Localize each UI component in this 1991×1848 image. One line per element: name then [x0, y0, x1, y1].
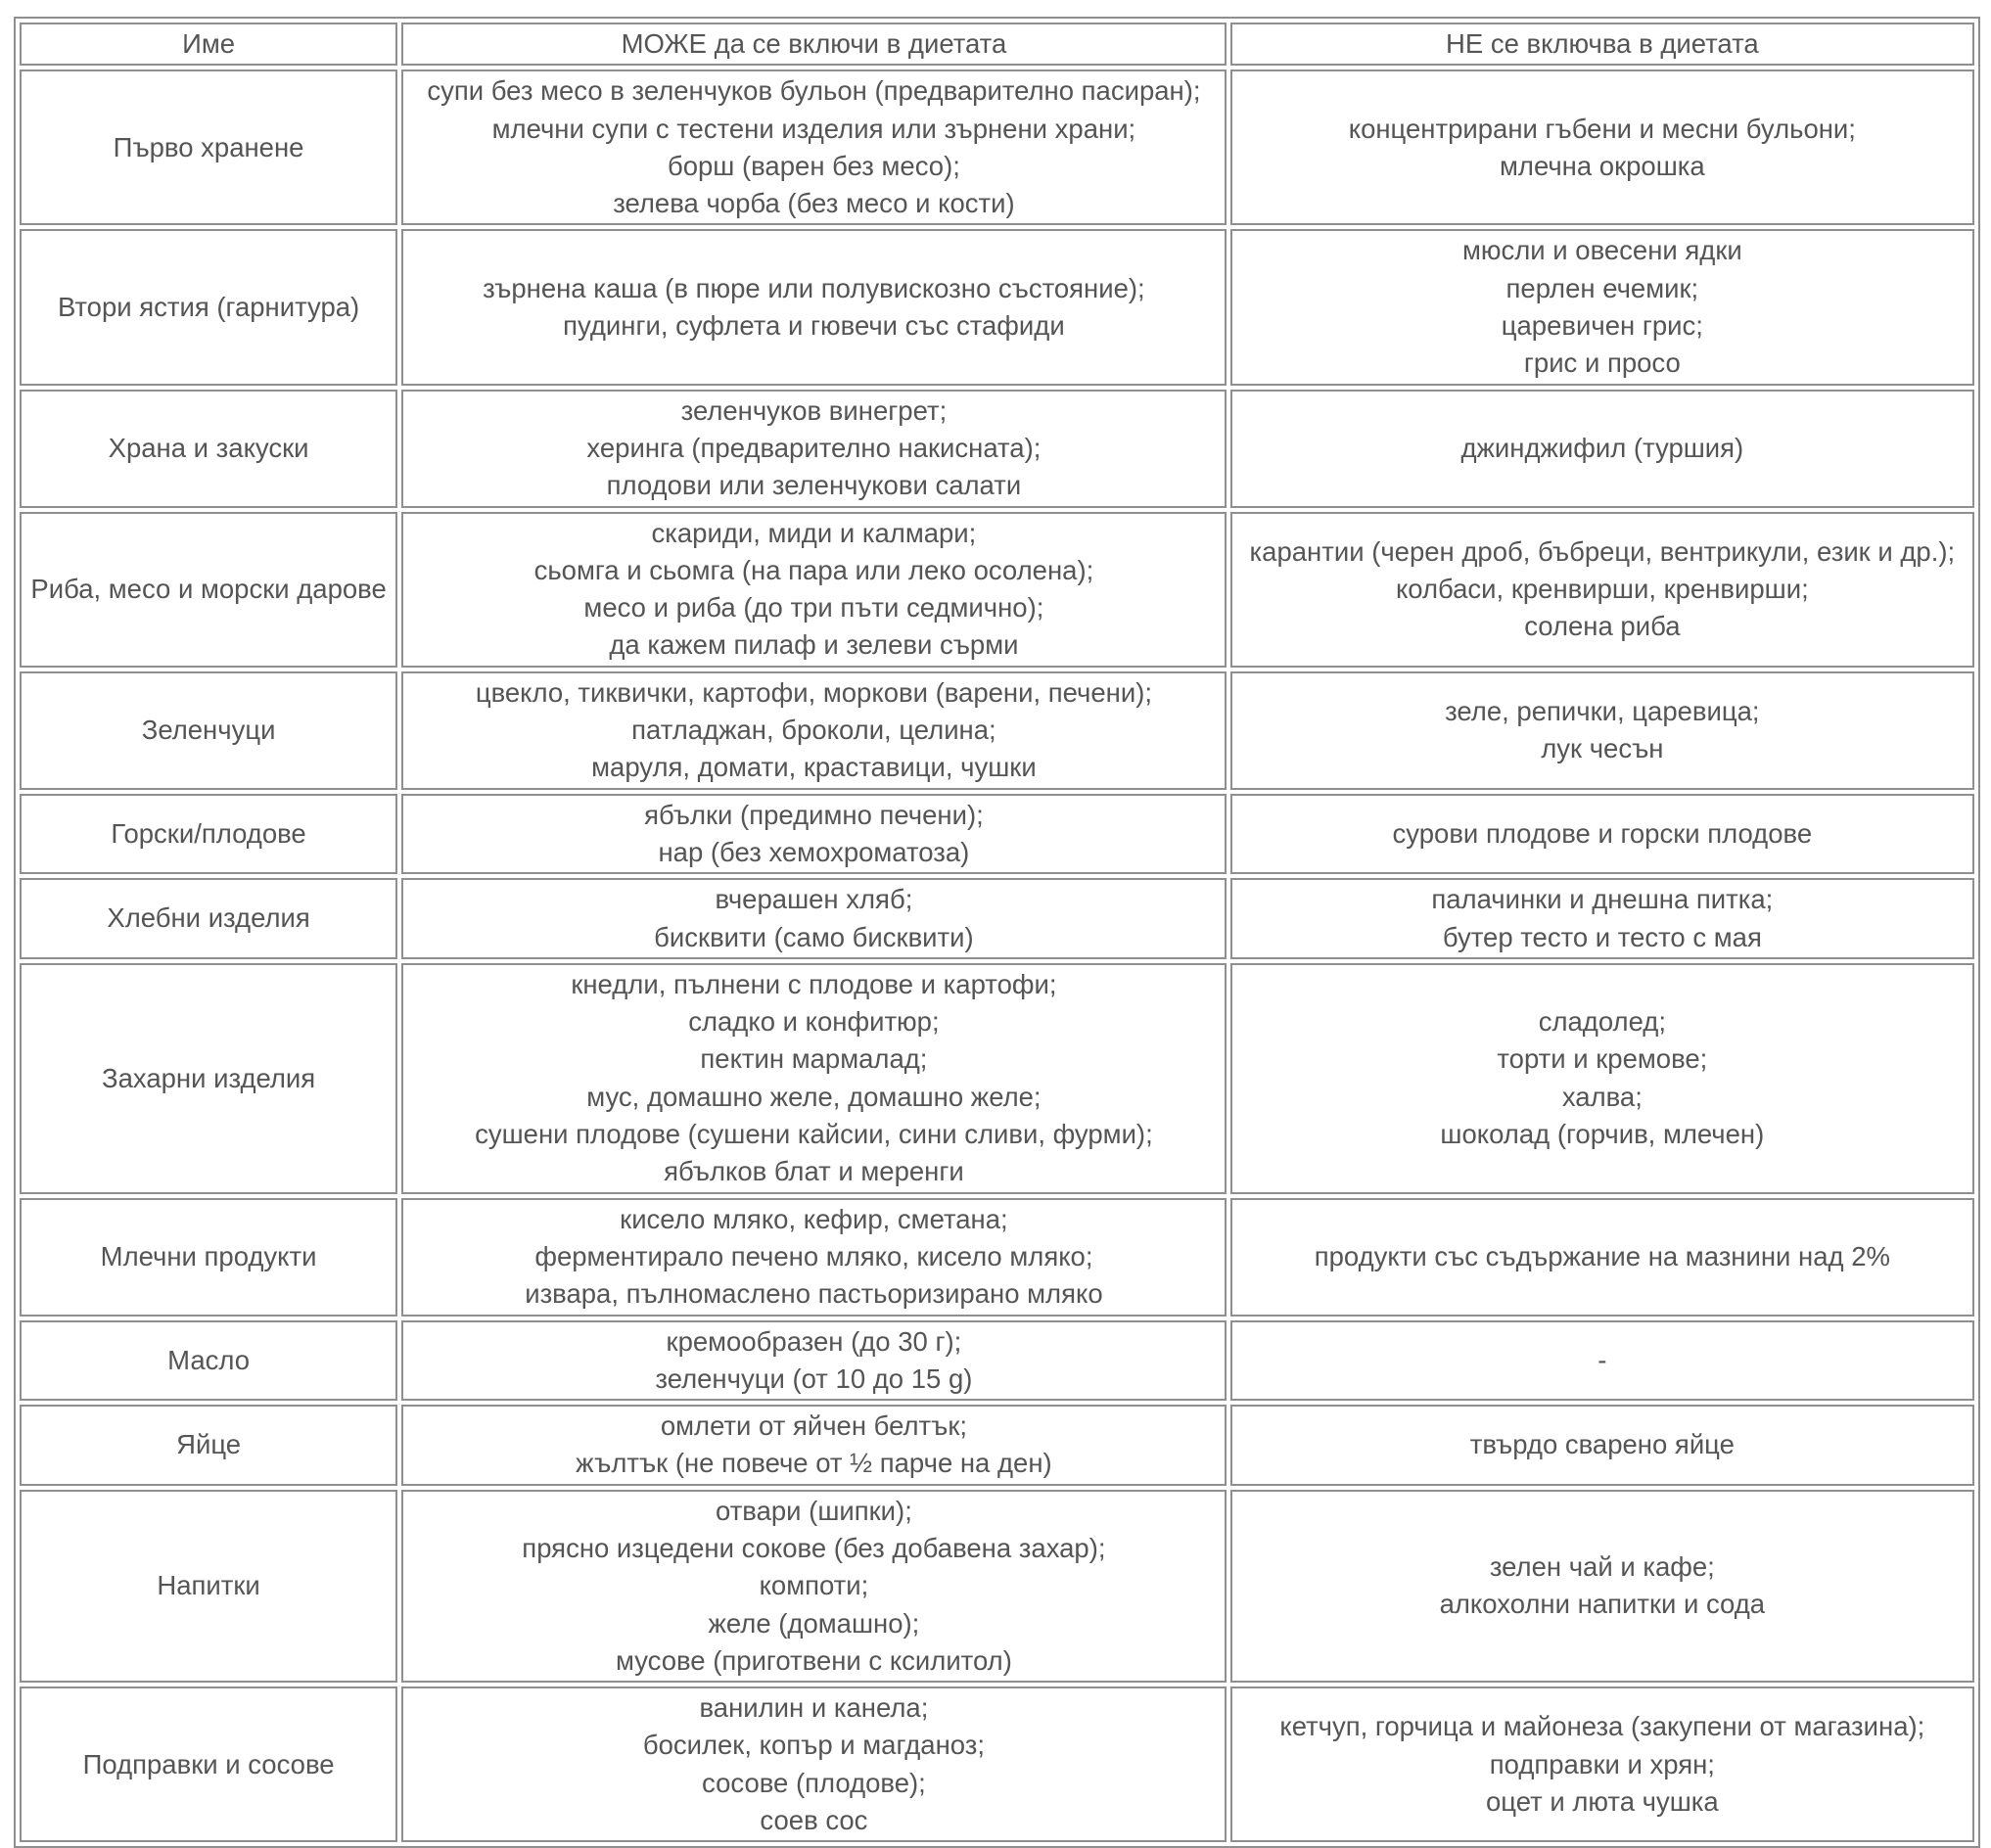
allowed-food-line: ферментирало печено мляко, кисело мляко;	[534, 1240, 1093, 1271]
excluded-food-line: сладолед;	[1538, 1006, 1666, 1038]
excluded-food-line: колбаси, кренвирши, кренвирши;	[1395, 574, 1809, 604]
allowed-food-line: сладко и конфитюр;	[688, 1006, 940, 1038]
allowed-food-line: патладжан, броколи, целина;	[631, 715, 996, 746]
excluded-foods-cell	[1230, 390, 1974, 508]
excluded-food-line: палачинки и днешна питка;	[1431, 884, 1774, 915]
allowed-food-line: жълтък (не повече от ½ парче на ден)	[576, 1448, 1052, 1479]
table-row	[20, 1686, 1974, 1842]
header-row	[20, 23, 1974, 66]
allowed-food-line: плодови или зеленчукови салати	[606, 470, 1022, 501]
food-category-cell: Подправки и сосове	[20, 1686, 397, 1842]
allowed-foods-cell	[401, 1490, 1227, 1683]
allowed-food-line: борш (варен без месо);	[667, 150, 960, 181]
allowed-food-line: зърнена каша (в пюре или полувискозно състояние);	[483, 272, 1145, 303]
food-category-cell: Риба, месо и морски дарове	[20, 512, 397, 668]
excluded-food-line: лук чесън	[1541, 733, 1664, 764]
excluded-food-line: торти и кремове;	[1497, 1043, 1708, 1075]
diet-table	[14, 17, 1980, 1848]
allowed-foods-cell	[401, 671, 1227, 790]
table-row	[20, 878, 1974, 959]
excluded-food-line: сурови плодове и горски плодове	[1392, 817, 1813, 849]
excluded-food-line: шоколад (горчив, млечен)	[1440, 1119, 1765, 1150]
allowed-foods-cell	[401, 878, 1227, 959]
allowed-food-line: извара, пълномаслено пастьоризирано мляко	[525, 1278, 1103, 1310]
excluded-food-line: зелен чай и кафе;	[1489, 1551, 1715, 1583]
excluded-foods-cell	[1230, 1490, 1974, 1683]
allowed-food-line: супи без месо в зеленчуков бульон (предварително пасиран);	[427, 75, 1201, 107]
allowed-food-line: зеленчуци (от 10 до 15 g)	[655, 1363, 973, 1394]
excluded-foods-cell	[1230, 794, 1974, 875]
excluded-food-line: продукти със съдържание на мазнини над 2%	[1314, 1240, 1890, 1271]
allowed-food-line: херинга (предварително накисната);	[586, 432, 1042, 463]
header-allowed: МОЖЕ да се включи в диетата	[401, 23, 1227, 66]
food-category-cell: Зеленчуци	[20, 671, 397, 790]
excluded-food-line: царевичен грис;	[1501, 310, 1703, 342]
allowed-foods-cell	[401, 1686, 1227, 1842]
excluded-food-line: халва;	[1561, 1081, 1643, 1112]
excluded-foods-cell	[1230, 1686, 1974, 1842]
allowed-food-line: ябълки (предимно печени);	[644, 799, 984, 830]
excluded-foods-cell	[1230, 1198, 1974, 1317]
excluded-food-line: джинджифил (туршия)	[1460, 432, 1744, 463]
excluded-foods-cell	[1230, 963, 1974, 1194]
allowed-food-line: желе (домашно);	[708, 1607, 920, 1639]
table-row	[20, 1198, 1974, 1317]
allowed-food-line: ванилин и канела;	[699, 1692, 929, 1724]
allowed-food-line: зеленчуков винегрет;	[680, 394, 948, 426]
food-category-cell: Храна и закуски	[20, 390, 397, 508]
excluded-food-line: алкохолни напитки и сода	[1439, 1589, 1766, 1620]
food-category-cell: Яйце	[20, 1405, 397, 1486]
allowed-food-line: маруля, домати, краставици, чушки	[591, 752, 1037, 783]
allowed-food-line: мусове (приготвени с ксилитол)	[615, 1644, 1012, 1676]
table-row	[20, 1320, 1974, 1402]
header-excluded: НЕ се включва в диетата	[1230, 23, 1974, 66]
allowed-food-line: пектин мармалад;	[700, 1043, 928, 1075]
allowed-food-line: вчерашен хляб;	[715, 884, 913, 915]
header-name: Име	[20, 23, 397, 66]
table-row	[20, 69, 1974, 225]
excluded-foods-cell	[1230, 512, 1974, 668]
table-row	[20, 1405, 1974, 1486]
food-category-cell: Млечни продукти	[20, 1198, 397, 1317]
excluded-food-line: кетчуп, горчица и майонеза (закупени от магазина);	[1279, 1711, 1925, 1742]
allowed-food-line: компоти;	[759, 1570, 869, 1601]
table-row	[20, 671, 1974, 790]
table-row	[20, 794, 1974, 875]
allowed-foods-cell	[401, 1198, 1227, 1317]
allowed-food-line: сушени плодове (сушени кайсии, сини сливи, фурми);	[475, 1119, 1153, 1150]
food-category-cell: Хлебни изделия	[20, 878, 397, 959]
excluded-foods-cell	[1230, 878, 1974, 959]
food-category-cell: Масло	[20, 1320, 397, 1402]
food-category-cell: Напитки	[20, 1490, 397, 1683]
excluded-food-line: мюсли и овесени ядки	[1461, 235, 1742, 266]
table-row	[20, 229, 1974, 385]
allowed-foods-cell	[401, 794, 1227, 875]
excluded-food-line: -	[1597, 1344, 1607, 1375]
allowed-food-line: босилек, копър и магданоз;	[642, 1730, 986, 1761]
food-category-cell: Горски/плодове	[20, 794, 397, 875]
table-row	[20, 963, 1974, 1194]
food-category-cell: Захарни изделия	[20, 963, 397, 1194]
excluded-food-line: карантии (черен дроб, бъбреци, вентрикули, език и др.);	[1249, 535, 1956, 567]
allowed-food-line: соев сос	[760, 1805, 868, 1836]
excluded-food-line: подправки и хрян;	[1489, 1748, 1715, 1779]
allowed-food-line: кремообразен (до 30 г);	[666, 1325, 962, 1357]
excluded-food-line: зеле, репички, царевица;	[1445, 695, 1760, 726]
table-row	[20, 390, 1974, 508]
excluded-food-line: твърдо сварено яйце	[1469, 1429, 1735, 1460]
allowed-food-line: скариди, миди и калмари;	[651, 517, 977, 548]
allowed-foods-cell	[401, 390, 1227, 508]
allowed-food-line: пудинги, суфлета и гювечи със стафиди	[563, 310, 1065, 342]
excluded-food-line: грис и просо	[1523, 347, 1681, 379]
allowed-food-line: кнедли, пълнени с плодове и картофи;	[571, 968, 1057, 999]
table-row	[20, 512, 1974, 668]
excluded-foods-cell	[1230, 229, 1974, 385]
allowed-food-line: кисело мляко, кефир, сметана;	[620, 1203, 1008, 1234]
allowed-foods-cell	[401, 1320, 1227, 1402]
table-body	[20, 69, 1974, 1842]
excluded-food-line: концентрирани гъбени и месни бульони;	[1348, 113, 1856, 144]
food-category-cell: Втори ястия (гарнитура)	[20, 229, 397, 385]
allowed-food-line: сосове (плодове);	[702, 1767, 926, 1798]
allowed-foods-cell	[401, 1405, 1227, 1486]
excluded-foods-cell	[1230, 69, 1974, 225]
excluded-food-line: млечна окрошка	[1500, 150, 1705, 181]
allowed-foods-cell	[401, 963, 1227, 1194]
allowed-food-line: да кажем пилаф и зелеви сърми	[609, 629, 1019, 661]
allowed-food-line: сьомга и сьомга (на пара или леко осолена);	[533, 554, 1094, 585]
excluded-food-line: перлен ечемик;	[1505, 272, 1699, 303]
allowed-foods-cell	[401, 69, 1227, 225]
allowed-foods-cell	[401, 229, 1227, 385]
allowed-food-line: цвекло, тиквички, картофи, моркови (варени, печени);	[475, 676, 1153, 708]
excluded-food-line: оцет и люта чушка	[1485, 1785, 1719, 1817]
table-row	[20, 1490, 1974, 1683]
allowed-food-line: прясно изцедени сокове (без добавена захар);	[522, 1532, 1106, 1563]
allowed-food-line: ябълков блат и меренги	[664, 1156, 964, 1187]
allowed-food-line: месо и риба (до три пъти седмично);	[583, 592, 1044, 624]
allowed-foods-cell	[401, 512, 1227, 668]
allowed-food-line: мус, домашно желе, домашно желе;	[586, 1081, 1042, 1112]
excluded-food-line: солена риба	[1524, 611, 1681, 642]
excluded-foods-cell	[1230, 1405, 1974, 1486]
allowed-food-line: омлети от яйчен белтък;	[660, 1410, 968, 1442]
excluded-foods-cell	[1230, 671, 1974, 790]
allowed-food-line: нар (без хемохроматоза)	[658, 836, 970, 867]
diet-table-container	[14, 17, 1980, 1848]
allowed-food-line: млечни супи с тестени изделия или зърнени храни;	[491, 113, 1136, 144]
excluded-foods-cell	[1230, 1320, 1974, 1402]
allowed-food-line: зелева чорба (без месо и кости)	[613, 188, 1015, 219]
allowed-food-line: отвари (шипки);	[716, 1495, 912, 1526]
allowed-food-line: бисквити (само бисквити)	[654, 921, 974, 952]
excluded-food-line: бутер тесто и тесто с мая	[1442, 921, 1762, 952]
food-category-cell: Първо хранене	[20, 69, 397, 225]
